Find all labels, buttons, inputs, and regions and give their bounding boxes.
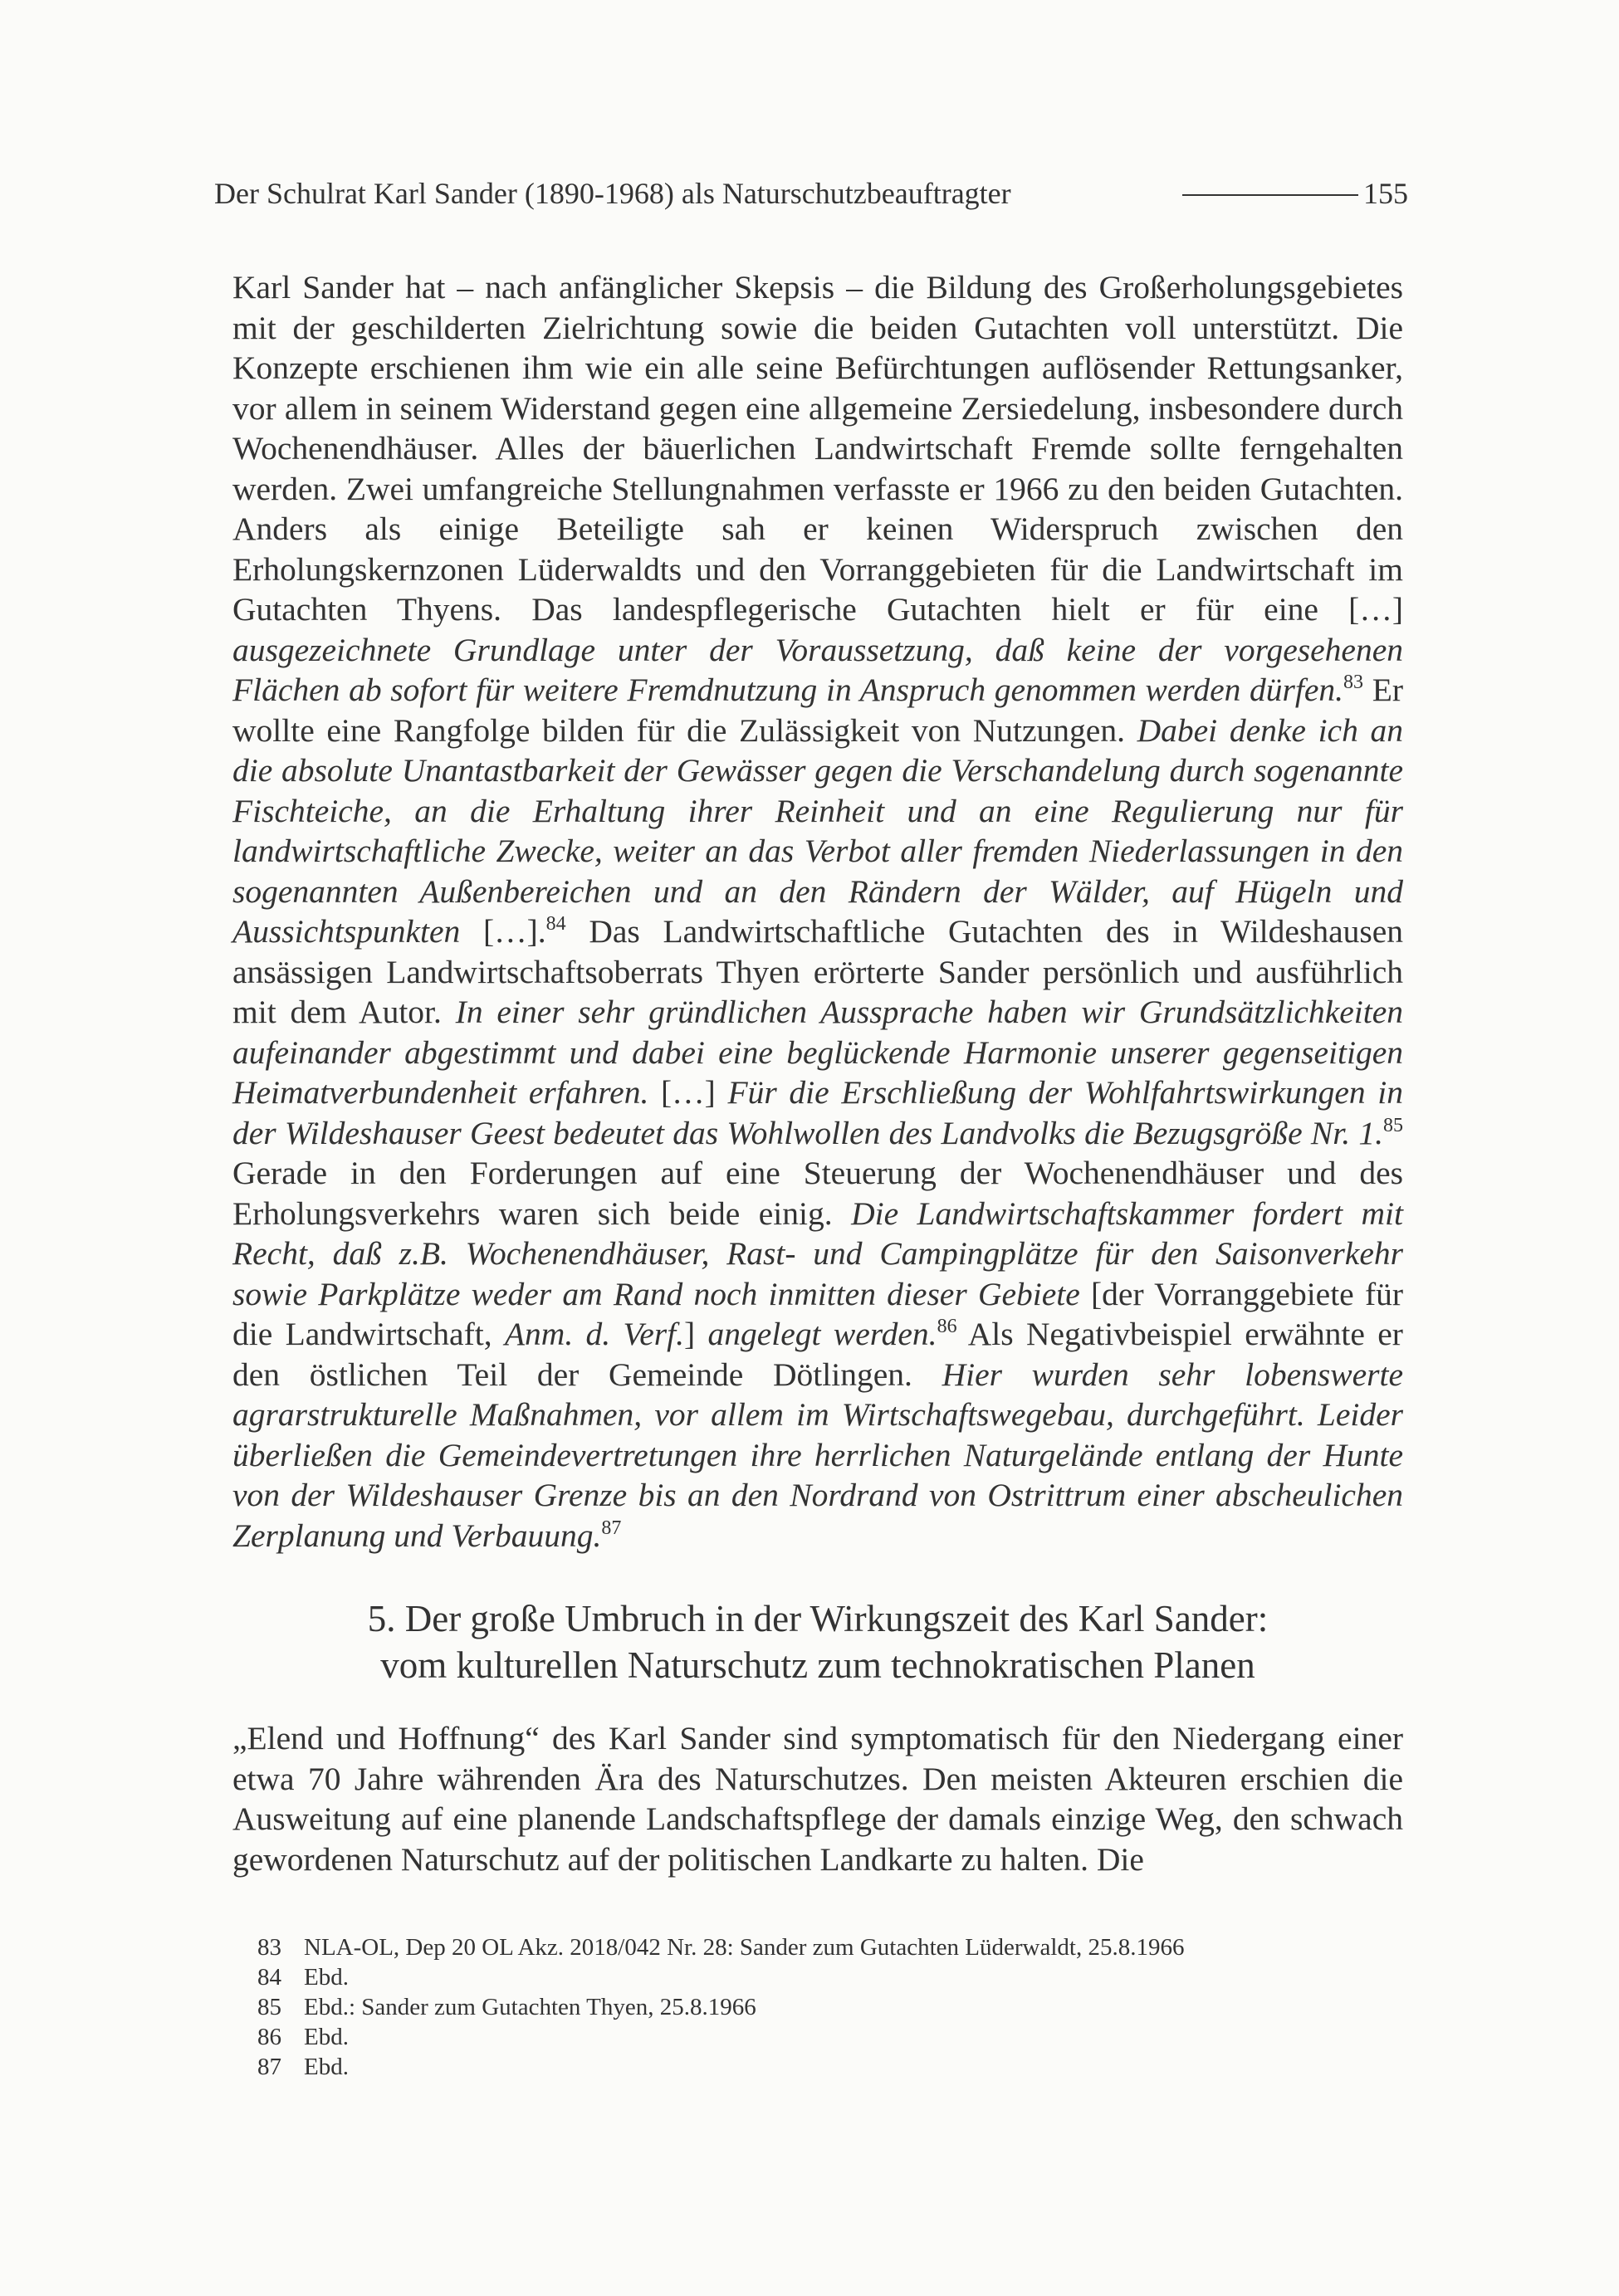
quote-run: Hier wurden sehr lobenswerte agrarstrukturelle Maßnahmen, vor allem im Wirtschaftswegebau, durchgeführt. Leider überließen die Gemeindevertretungen ihre herrlichen Naturgelände entlang der Hunte von der Wildeshauser Grenze bis an den Nordrand von Ostrittrum einer abscheulichen Zerplanung und Verbauung. [232, 1356, 1404, 1554]
text-run: Gerade in den Forderungen auf eine Steuerung der Wochenendhäuser und des Erholungsverkehrs waren sich beide einig. [232, 1155, 1403, 1232]
quote-run: Anm. d. Verf. [504, 1316, 685, 1352]
quote-run: Dabei denke ich an die absolute Unantastbarkeit der Gewässer gegen die Verschandelung durch sogenannte Fischteiche, an die Erhaltung ihrer Reinheit und an eine Regulierung nur für landwirtschaftliche Zwecke, weiter an das Verbot aller fremden Niederlassungen in den sogenannten Außenbereichen und an den Rändern der Wälder, auf Hügeln und Aussichtspunkten [232, 711, 1404, 950]
text-run: ] [684, 1316, 696, 1352]
footnote-number: 84 [257, 1964, 281, 1991]
text-run: Als Negativbeispiel erwähnte er den östlichen Teil der Gemeinde Dötlingen. [232, 1316, 1403, 1393]
running-head [214, 173, 1408, 214]
footnote-number: 83 [257, 1934, 281, 1961]
footnote-number: 87 [257, 2054, 281, 2080]
footnote-ref-87[interactable]: 87 [601, 1517, 622, 1539]
footnote-text: Ebd. [304, 2024, 349, 2050]
page-number: 155 [1363, 177, 1408, 210]
footnote-83 [257, 1932, 1420, 1962]
text-run: [der Vorranggebiete für die Landwirtschaft, [232, 1275, 1404, 1352]
running-head-title: Der Schulrat Karl Sander (1890-1968) als Naturschutzbeauftragter [214, 177, 1011, 210]
text-run: […]. [482, 913, 546, 950]
footnote-number: 86 [257, 2024, 281, 2050]
footnote-text: NLA-OL, Dep 20 OL Akz. 2018/042 Nr. 28: Sander zum Gutachten Lüderwaldt, 25.8.1966 [304, 1934, 1185, 1961]
section-heading-line-2: vom kulturellen Naturschutz zum technokratischen Planen [380, 1644, 1255, 1686]
footnote-text: Ebd. [304, 2054, 349, 2080]
quote-run: In einer sehr gründlichen Aussprache haben wir Grundsätzlichkeiten aufeinander abgestimmt und dabei eine beglückende Harmonie unserer gegenseitigen Heimatverbundenheit erfahren. [232, 994, 1403, 1111]
footnote-text: Ebd. [304, 1964, 349, 1991]
quote-run: Für die Erschließung der Wohlfahrtswirkungen in der Wildeshauser Geest bedeutet das Wohlwollen des Landvolks die Bezugsgröße Nr. 1. [232, 1074, 1404, 1151]
footnote-84 [257, 1962, 1420, 1992]
text-run: Das Landwirtschaftliche Gutachten des in Wildeshausen ansässigen Landwirtschaftsoberrats Thyen erörterte Sander persönlich und ausführlich mit dem Autor. [232, 913, 1404, 1030]
text-run: […] [661, 1074, 716, 1111]
footnote-ref-84[interactable]: 84 [545, 913, 566, 935]
footnote-ref-83[interactable]: 83 [1343, 672, 1364, 693]
text-run: Er wollte eine Rangfolge bilden für die Zulässigkeit von Nutzungen. [232, 672, 1404, 749]
footnotes [257, 1932, 1420, 2082]
text-run: Karl Sander hat – nach anfänglicher Skepsis – die Bildung des Großerholungsgebietes mit der geschilderten Zielrichtung sowie die beiden Gutachten voll unterstützt. Die Konzepte erschienen ihm wie ein alle seine Befürchtungen auflösender Rettungsanker, vor allem in seinem Widerstand gegen eine allgemeine Zersiedelung, insbesondere durch Wochenendhäuser. Alles der bäuerlichen Landwirtschaft Fremde sollte ferngehalten werden. Zwei umfangreiche Stellungnahmen verfasste er 1966 zu den beiden Gutachten. Anders als einige Beteiligte sah er keinen Widerspruch zwischen den Erholungskernzonen Lüderwaldts und den Vorranggebieten für die Landwirtschaft im Gutachten Thyens. Das landespflegerische Gutachten hielt er für eine […] [232, 269, 1403, 628]
body-paragraph-2: „Elend und Hoffnung“ des Karl Sander sind symptomatisch für den Niedergang einer etwa 70 Jahre währenden Ära des Naturschutzes. Den meisten Akteuren erschien die Ausweitung auf eine planende Landschaftspflege der damals einzige Weg, den schwach gewordenen Naturschutz auf der politischen Landkarte zu halten. Die [232, 1720, 1403, 1878]
footnote-text: Ebd.: Sander zum Gutachten Thyen, 25.8.1966 [304, 1994, 756, 2020]
footnote-number: 85 [257, 1994, 281, 2020]
footnote-85 [257, 1992, 1420, 2022]
section-heading [232, 1595, 1403, 1688]
footnote-ref-85[interactable]: 85 [1383, 1114, 1403, 1136]
body-paragraph-1 [232, 267, 1403, 1556]
running-head-rule [1182, 194, 1358, 196]
quote-run: ausgezeichnete Grundlage unter der Voraussetzung, daß keine der vorgesehenen Flächen ab sofort für weitere Fremdnutzung in Anspruch genommen werden dürfen. [232, 631, 1403, 708]
quote-run: Die Landwirtschaftskammer fordert mit Recht, daß z.B. Wochenendhäuser, Rast- und Campingplätze für den Saisonverkehr sowie Parkplätze weder am Rand noch inmitten dieser Gebiete [232, 1194, 1403, 1312]
footnote-87 [257, 2052, 1420, 2082]
footnote-ref-86[interactable]: 86 [937, 1316, 957, 1337]
quote-run: angelegt werden. [707, 1316, 937, 1352]
footnote-86 [257, 2022, 1420, 2052]
section-heading-line-1: 5. Der große Umbruch in der Wirkungszeit des Karl Sander: [367, 1598, 1269, 1639]
